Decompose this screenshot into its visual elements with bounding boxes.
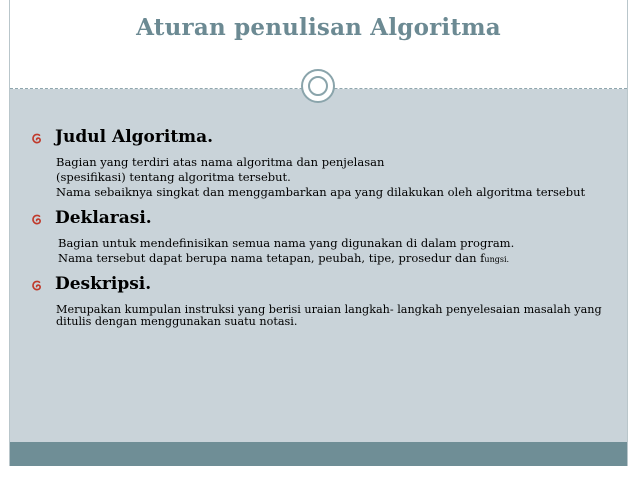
section-text-line: Bagian yang terdiri atas nama algoritma dan penjelasan [56, 155, 385, 169]
section-heading: Judul Algoritma. [55, 127, 214, 147]
section-text-line: Bagian untuk mendefinisikan semua nama yang digunakan di dalam program. [58, 236, 515, 250]
section-text-line: (spesifikasi) tentang algoritma tersebut. [56, 170, 291, 184]
section-text-line [58, 251, 509, 267]
section-heading: Deklarasi. [55, 208, 152, 228]
circle-emblem-icon [301, 69, 335, 103]
circle-emblem-inner [308, 76, 328, 96]
bullet-swirl-icon [30, 132, 44, 146]
section-text-suffix: ungsi. [484, 255, 510, 264]
section-text-line: Merupakan kumpulan instruksi yang berisi uraian langkah- langkah penyelesaian masalah yang [56, 303, 602, 316]
section-heading: Deskripsi. [55, 274, 152, 294]
section-text-main: Nama tersebut dapat berupa nama tetapan, peubah, tipe, prosedur dan f [58, 251, 485, 265]
bullet-swirl-icon [30, 213, 44, 227]
footer-bar [10, 442, 627, 466]
section-text-line: ditulis dengan menggunakan suatu notasi. [56, 315, 298, 328]
section-text-line: Nama sebaiknya singkat dan menggambarkan apa yang dilakukan oleh algoritma tersebut [56, 185, 586, 199]
bullet-swirl-icon [30, 279, 44, 293]
slide-title: Aturan penulisan Algoritma [136, 14, 501, 41]
